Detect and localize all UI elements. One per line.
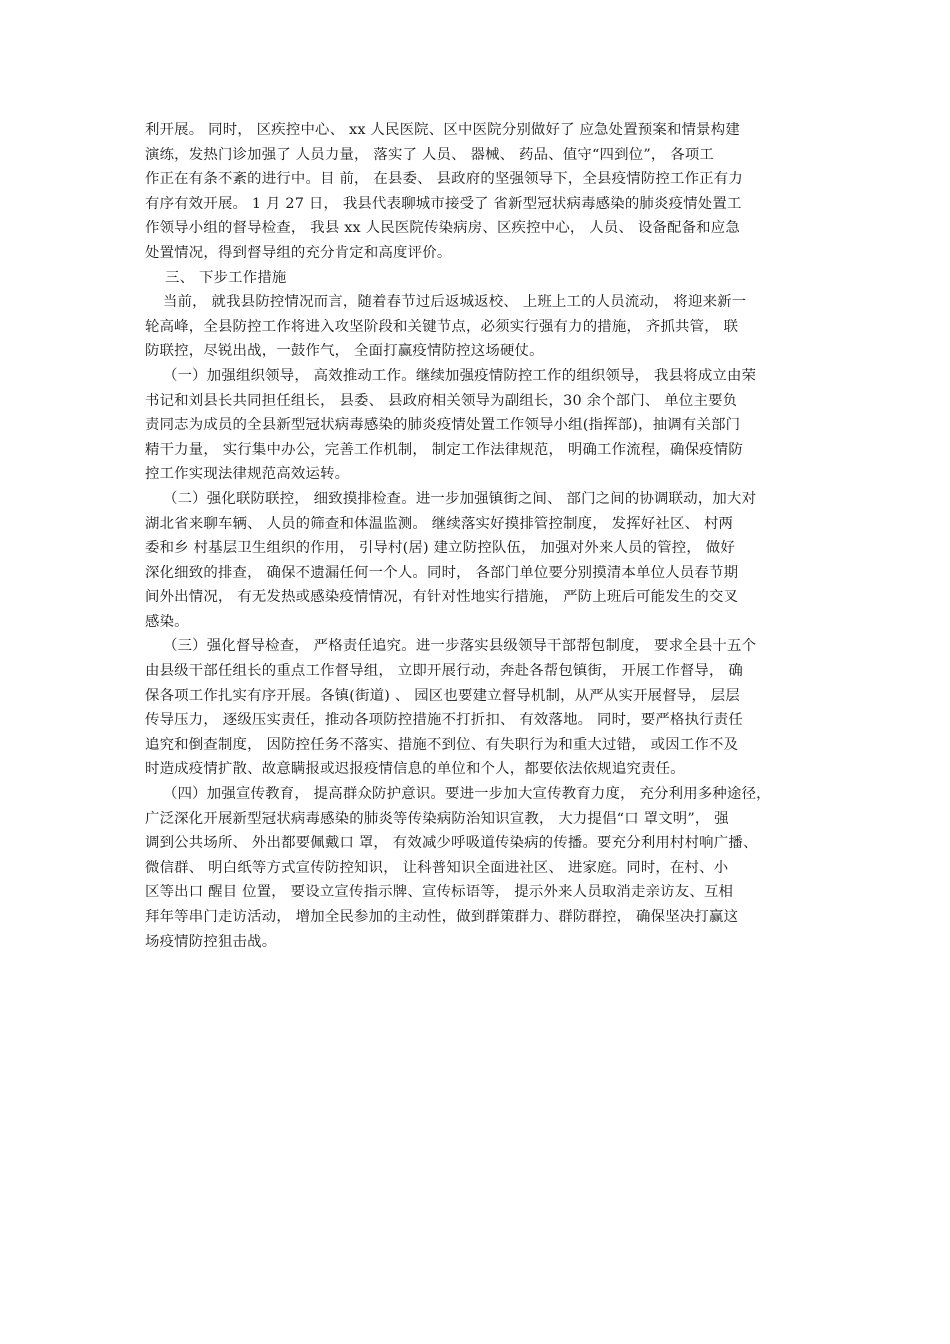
- text-line: 作正在有条不紊的进行中。目 前， 在县委、 县政府的坚强领导下，全县疫情防控工作正有力: [145, 171, 743, 188]
- text-line: 处置情况，得到督导组的充分肯定和高度评价。: [145, 244, 452, 261]
- text-line: 当前， 就我县防控情况而言，随着春节过后返城返校、 上班上工的人员流动， 将迎来新一: [163, 294, 747, 311]
- text-line: （三）强化督导检查， 严格责任追究。进一步落实县级领导干部帮包制度， 要求全县十五个: [163, 638, 757, 655]
- text-line: 场疫情防控狙击战。: [145, 933, 277, 950]
- text-line: 作领导小组的督导检查， 我县 xx 人民医院传染病房、区疾控中心， 人员、 设备配备和应急: [145, 220, 740, 237]
- text-line: 深化细致的排查， 确保不遗漏任何一个人。同时， 各部门单位要分别摸清本单位人员春节期: [145, 564, 739, 581]
- text-line: 时造成疫情扩散、故意瞒报或迟报疫情信息的单位和个人，都要依法依规追究责任。: [145, 761, 685, 778]
- text-line: 拜年等串门走访活动， 增加全民参加的主动性，做到群策群力、群防群控， 确保坚决打赢这: [145, 909, 739, 925]
- text-line: 书记和刘县长共同担任组长， 县委、 县政府相关领导为副组长，30 余个部门、 单位主要负: [145, 392, 738, 409]
- text-line: 间外出情况， 有无发热或感染疫情情况，有针对性地实行措施， 严防上班后可能发生的交叉: [145, 589, 739, 606]
- text-line: 广泛深化开展新型冠状病毒感染的肺炎等传染病防治知识宣教， 大力提倡“口 罩文明”， 强: [145, 810, 729, 827]
- text-line: 责同志为成员的全县新型冠状病毒感染的肺炎疫情处置工作领导小组(指挥部)，抽调有关部门: [145, 417, 741, 434]
- text-line: （二）强化联防联控， 细致摸排检查。进一步加强镇街之间、 部门之间的协调联动，加大对: [163, 490, 757, 507]
- text-line: 轮高峰，全县防控工作将进入攻坚阶段和关键节点，必须实行强有力的措施， 齐抓共管， 联: [145, 318, 739, 335]
- text-line: 控工作实现法律规范高效运转。: [145, 466, 350, 483]
- text-line: 演练，发热门诊加强了 人员力量， 落实了 人员、 器械、 药品、值守“四到位”， 各项工: [145, 146, 715, 163]
- text-line: （四）加强宣传教育， 提高群众防护意识。要进一步加大宣传教育力度， 充分利用多种途径，: [163, 786, 771, 803]
- text-line: 由县级干部任组长的重点工作督导组， 立即开展行动，奔赴各帮包镇街， 开展工作督导， 确: [145, 663, 743, 680]
- text-line: 委和乡 村基层卫生组织的作用， 引导村(居) 建立防控队伍， 加强对外来人员的管控， 做好: [145, 540, 735, 557]
- text-line: 精干力量， 实行集中办公，完善工作机制， 制定工作法律规范， 明确工作流程，确保疫情防: [145, 441, 743, 458]
- text-line: 湖北省来聊车辆、 人员的筛查和体温监测。 继续落实好摸排管控制度， 发挥好社区、 村两: [145, 515, 734, 532]
- text-line: 传导压力， 逐级压实责任，推动各项防控措施不打折扣、 有效落地。 同时，要严格执行责任: [145, 712, 743, 729]
- text-line: 保各项工作扎实有序开展。各镇(街道) 、 园区也要建立督导机制，从严从实开展督导， 层层: [145, 687, 740, 704]
- text-line: 有序有效开展。 1 月 27 日， 我县代表聊城市接受了 省新型冠状病毒感染的肺炎疫情处置工: [145, 195, 742, 212]
- text-line: 感染。: [145, 613, 189, 630]
- text-line: 微信群、 明白纸等方式宣传防控知识， 让科普知识全面进社区、 进家庭。同时，在村、小: [145, 859, 729, 876]
- document-body: [145, 118, 810, 954]
- text-line: 利开展。 同时， 区疾控中心、 xx 人民医院、区中医院分别做好了 应急处置预案和情景构建: [145, 122, 740, 138]
- text-line: 区等出口 醒目 位置， 要设立宣传指示牌、宣传标语等， 提示外来人员取消走亲访友、互相: [145, 884, 734, 901]
- text-line: 调到公共场所、 外出都要佩戴口 罩， 有效减少呼吸道传染病的传播。要充分利用村村响广播、: [145, 835, 758, 852]
- section-heading: 三、 下步工作措施: [165, 269, 287, 286]
- text-line: （一）加强组织领导， 高效推动工作。继续加强疫情防控工作的组织领导， 我县将成立由荣: [163, 367, 757, 384]
- text-line: 防联控，尽锐出战，一鼓作气， 全面打赢疫情防控这场硬仗。: [145, 343, 544, 360]
- text-line: 追究和倒查制度， 因防控任务不落实、措施不到位、有失职行为和重大过错， 或因工作不及: [145, 736, 739, 753]
